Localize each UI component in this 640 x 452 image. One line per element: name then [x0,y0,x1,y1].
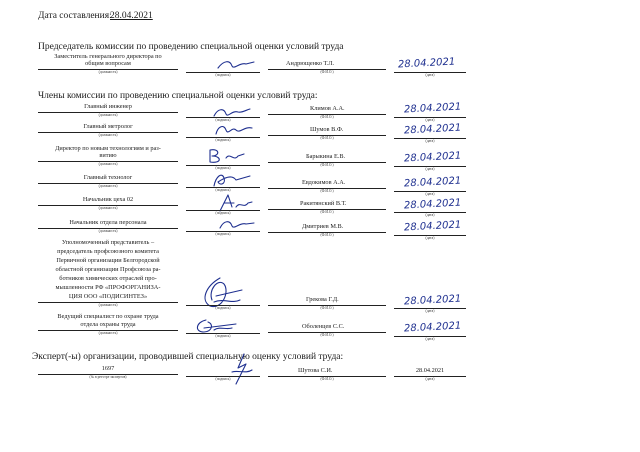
expert-registry: 1697 [101,365,115,372]
member-5-position-caption: (должность) [98,206,118,210]
member-7-date-caption: (дата) [425,309,435,313]
member-7-position-line-2: председатель профсоюзного комитета [57,248,159,255]
member-6-signature [216,216,256,232]
member-7-position-caption: (должность) [98,303,118,307]
chair-date-caption: (дата) [425,73,435,77]
member-1-signature-caption: (подпись) [215,118,231,122]
member-1-date-caption: (дата) [425,118,435,122]
member-6-name-caption: (Ф.И.О.) [320,233,334,237]
member-6-date: 28.04.2021 [403,219,462,234]
member-4-name: Евдокимов А.А. [302,179,346,186]
member-8-position-caption: (должность) [98,331,118,335]
member-6-signature-caption: (подпись) [215,232,231,236]
member-2-name-caption: (Ф.И.О.) [320,136,334,140]
members-heading: Члены комиссии по проведению специальной оценки условий труда: [38,91,318,101]
member-6-date-caption: (дата) [425,236,435,240]
chair-position-line-2: общим вопросам [85,60,131,67]
member-2-signature-caption: (подпись) [215,138,231,142]
member-8-date: 28.04.2021 [403,320,462,335]
member-1-name-caption: (Ф.И.О.) [320,115,334,119]
member-7-position-line-7: ЦИЯ ООО «ПОДИСИНТЕЗ» [68,293,148,300]
member-5-name-caption: (Ф.И.О.) [320,210,334,214]
member-7-position-line-1: Уполномоченный представитель – [61,239,155,246]
member-7-position-line-4: областной организации Профсоюза ра- [55,266,161,273]
member-6-position-caption: (должность) [98,229,118,233]
date-label: Дата составления: [38,11,112,21]
member-5-signature-caption: (подпись) [215,211,231,215]
member-5-date: 28.04.2021 [403,197,462,212]
member-7-name-caption: (Ф.И.О.) [320,306,334,310]
member-1-position: Главный инженер [84,103,132,110]
member-3-signature-caption: (подпись) [215,166,231,170]
member-3-signature [206,146,246,166]
member-2-position-caption: (должность) [98,133,118,137]
chair-name: Андрющенко Т.Л. [286,60,335,67]
member-3-name: Барыкина Е.В. [306,153,346,160]
expert-date: 28.04.2021 [415,367,445,374]
expert-heading: Эксперт(-ы) организации, проводившей специальную оценку условий труда: [32,352,344,362]
member-3-name-caption: (Ф.И.О.) [320,163,334,167]
member-7-name: Грекова Г.Д. [306,296,339,303]
member-3-position-line-1: Директор по новым технологиям и раз- [55,145,161,152]
expert-date-caption: (дата) [425,377,435,381]
member-3-date-caption: (дата) [425,167,435,171]
member-2-date-caption: (дата) [425,139,435,143]
member-8-date-caption: (дата) [425,337,435,341]
chair-signature-caption: (подпись) [215,73,231,77]
member-3-date: 28.04.2021 [403,150,462,165]
member-8-position-line-2: отдела охраны труда [80,321,136,328]
member-8-position-line-1: Ведущий специалист по охране труда [57,313,159,320]
member-2-position: Главный метролог [83,123,133,130]
date-value: 28.04.2021 [110,11,153,21]
member-4-position-caption: (должность) [98,184,118,188]
member-7-position-line-6: мышленности РФ «ПРОФОРГАНИЗА- [55,284,161,291]
member-3-position-line-2: витию [99,152,117,159]
member-8-signature-caption: (подпись) [215,334,231,338]
member-5-name: Ракитянский В.Т. [300,200,347,207]
chair-date: 28.04.2021 [397,56,456,71]
member-6-position: Начальник отдела персонала [69,219,147,226]
member-1-date: 28.04.2021 [403,101,462,116]
member-6-name: Дмитриев М.В. [302,223,344,230]
member-7-date: 28.04.2021 [403,293,462,308]
expert-name-caption: (Ф.И.О.) [320,377,334,381]
chair-name-caption: (Ф.И.О.) [320,70,334,74]
chair-signature [216,58,256,72]
member-1-position-caption: (должность) [98,113,118,117]
member-5-position: Начальник цеха 02 [82,196,134,203]
member-4-name-caption: (Ф.И.О.) [320,189,334,193]
member-2-date: 28.04.2021 [403,122,462,137]
expert-signature-caption: (подпись) [215,377,231,381]
member-8-name-caption: (Ф.И.О.) [320,333,334,337]
member-4-position: Главный технолог [83,174,133,181]
chair-position-line-1: Заместитель генерального директора по [54,53,162,60]
member-5-date-caption: (дата) [425,213,435,217]
member-7-signature-caption: (подпись) [215,306,231,310]
expert-name: Шутова С.И. [298,367,333,374]
member-7-position-line-3: Первичной организации Белгородской [56,257,160,264]
member-3-position-caption: (должность) [98,162,118,166]
member-4-date: 28.04.2021 [403,175,462,190]
chair-position-caption: (должность) [98,70,118,74]
member-4-date-caption: (дата) [425,192,435,196]
expert-registry-caption: (№ в реестре экспертов) [89,375,127,379]
member-4-signature-caption: (подпись) [215,188,231,192]
member-8-name: Оболенцев С.С. [302,323,345,330]
member-1-name: Климов А.А. [310,105,345,112]
chair-heading: Председатель комиссии по проведению специальной оценки условий труда [38,42,344,52]
member-7-position-line-5: ботников химических отраслей про- [59,275,157,282]
member-2-name: Шумов В.Ф. [310,126,344,133]
member-2-signature [214,122,254,138]
